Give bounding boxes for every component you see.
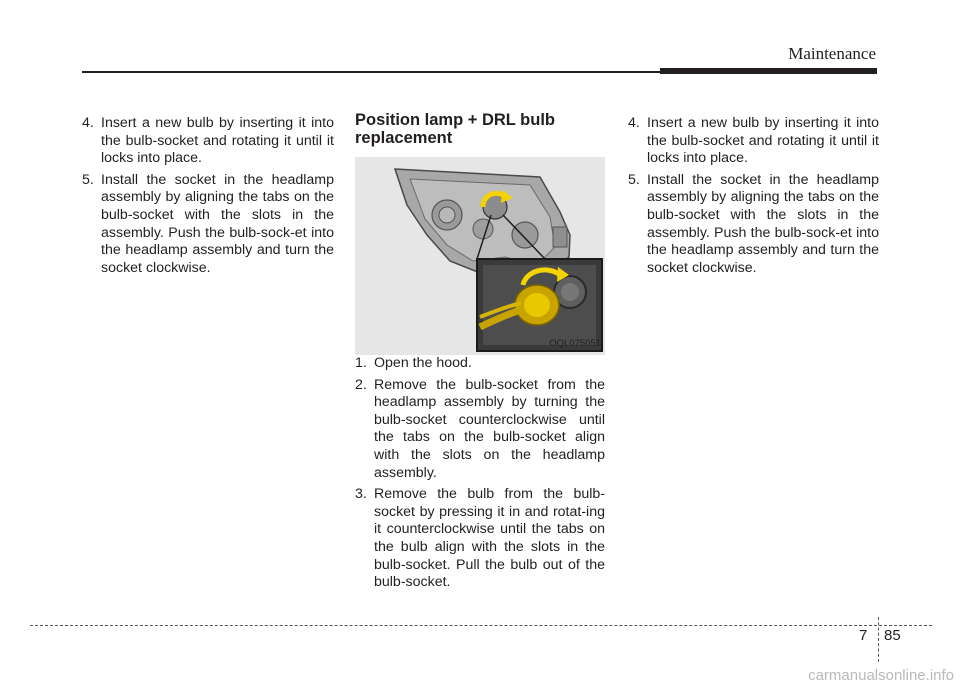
left-steps-list: [82, 115, 334, 277]
header-rule-thin: [82, 71, 662, 73]
step-text: Insert a new bulb by inserting it into the bulb-socket and rotating it until it locks into place.: [101, 115, 334, 167]
headlamp-illustration: [355, 157, 605, 355]
right-column: [628, 115, 879, 281]
step-number: 4.: [82, 115, 94, 131]
list-item: [82, 115, 334, 168]
list-item: [82, 172, 334, 278]
list-item: [628, 172, 879, 278]
step-number: 4.: [628, 115, 640, 131]
list-item: [355, 355, 605, 373]
list-item: [355, 377, 605, 483]
page-header-title: Maintenance: [788, 44, 876, 63]
chapter-number: 7: [859, 627, 868, 644]
step-number: 1.: [355, 355, 367, 371]
step-text: Remove the bulb from the bulb-socket by pressing it in and rotat-ing it counterclockwise until the tabs on the bulb align with the slots in the bulb-socket. Pull the bulb out of the bulb-socket.: [374, 486, 605, 591]
section-title: Position lamp + DRL bulb replacement: [355, 111, 555, 147]
footer-dashed-divider: [878, 617, 879, 662]
middle-steps-list: [355, 355, 605, 592]
page-number: 85: [884, 627, 901, 644]
step-text: Remove the bulb-socket from the headlamp assembly by turning the bulb-socket counterclockwise until the tabs on the bulb-socket align with the slots on the headlamp assembly.: [374, 376, 605, 481]
watermark: carmanualsonline.info: [808, 667, 954, 684]
step-number: 5.: [82, 171, 94, 188]
header-rule-thick: [660, 68, 877, 74]
list-item: [355, 486, 605, 592]
step-text: Install the socket in the headlamp assembly by aligning the tabs on the bulb-socket with the slots in the assembly. Push the bulb-sock-et into the headlamp assembly and turn the socket clockwise.: [647, 171, 879, 276]
figure-code: OQL075051: [549, 338, 601, 350]
footer-dashed-rule: [30, 625, 932, 626]
step-number: 5.: [628, 171, 640, 188]
list-item: [628, 115, 879, 168]
step-text: Open the hood.: [374, 355, 472, 371]
headlamp-figure: [355, 157, 605, 355]
step-number: 2.: [355, 376, 367, 393]
middle-column: [355, 111, 605, 596]
left-column: [82, 115, 334, 281]
step-number: 3.: [355, 486, 367, 503]
right-steps-list: [628, 115, 879, 277]
step-text: Insert a new bulb by inserting it into the bulb-socket and rotating it until it locks into place.: [647, 115, 879, 167]
step-text: Install the socket in the headlamp assembly by aligning the tabs on the bulb-socket with the slots in the assembly. Push the bulb-sock-et into the headlamp assembly and turn the socket clockwise.: [101, 171, 334, 276]
